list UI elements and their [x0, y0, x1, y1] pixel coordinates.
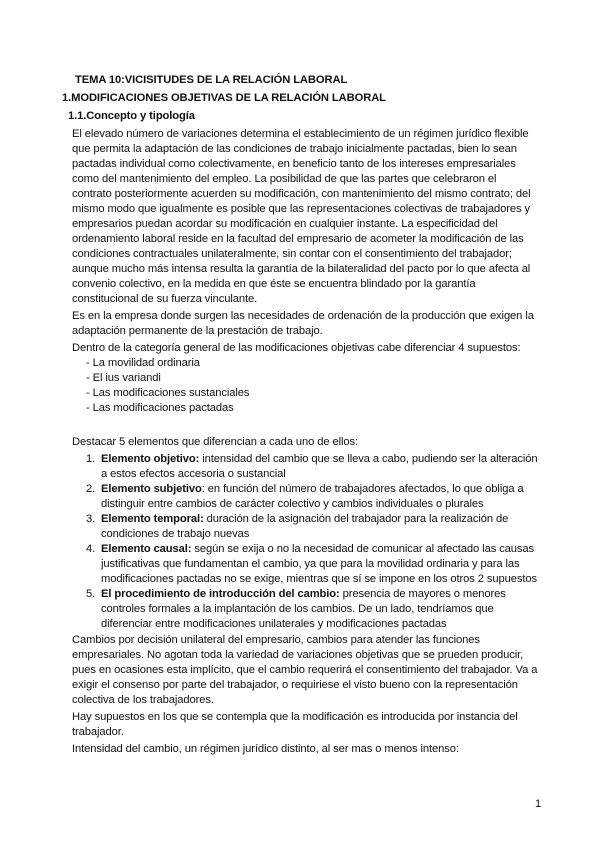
list-text: duración de la asignación del trabajador para la realización de	[203, 513, 509, 525]
paragraph-3: Dentro de la categoría general de las modificaciones objetivas cabe diferenciar 4 supuestos:	[72, 342, 521, 354]
list-text: intensidad del cambio que se lleva a cabo, pudiendo ser la alteración	[199, 453, 538, 465]
text-line: condiciones contractuales unilateralmente, sin contar con el consentimiento del trabajador;	[72, 248, 512, 260]
text-line	[101, 452, 537, 466]
paragraph-4: Destacar 5 elementos que diferencian a cada uno de ellos:	[72, 436, 358, 448]
list-term: El procedimiento de introducción del cambio:	[101, 588, 340, 600]
list-number: 4.	[86, 543, 96, 555]
text-line: modificaciones pactadas no se exige, mientras que sí se impone en los otros 2 supuestos	[101, 573, 537, 585]
list-number: 3.	[86, 513, 96, 525]
text-line: convenio colectivo, en la medida en que éste se encuentra blindado por la garantía	[72, 278, 476, 290]
text-line: controles formales a la implantación de los cambios. De un lado, tendríamos que	[101, 603, 494, 615]
list-number: 1.	[86, 453, 96, 465]
text-line: Hay supuestos en los que se contempla que la modificación es introducida por instancia del	[72, 711, 518, 723]
subsection-heading: 1.1.Concepto y tipología	[68, 110, 195, 122]
list-item: - La movilidad ordinaria	[86, 357, 200, 369]
list-text: según se exija o no la necesidad de comunicar al afectado las causas	[191, 543, 535, 555]
list-text: : en función del número de trabajadores afectados, lo que obliga a	[201, 483, 524, 495]
text-line: empresariales. No agotan toda la variedad de variaciones objetivas que se prueden producir,	[72, 649, 524, 661]
text-line: adaptación permanente de la prestación de trabajo.	[72, 325, 323, 337]
list-item: - Las modificaciones sustanciales	[86, 387, 250, 399]
text-line: El elevado número de variaciones determina el establecimiento de un régimen jurídico flexible	[72, 128, 529, 140]
text-line	[101, 542, 534, 556]
paragraph-7: Intensidad del cambio, un régimen jurídico distinto, al ser mas o menos intenso:	[72, 743, 459, 755]
text-line: justificativas que fundamentan el cambio, ya que para la movilidad ordinaria y para las	[101, 558, 520, 570]
text-line: que permita la adaptación de las condiciones de trabajo inicialmente pactadas, bien lo sean	[72, 143, 517, 155]
section-heading: 1.MODIFICACIONES OBJETIVAS DE LA RELACIÓN LABORAL	[62, 92, 386, 104]
text-line: exigir el consenso por parte del trabajador, o requiriese el visto bueno con la representación	[72, 679, 518, 691]
text-line: diferenciar entre modificaciones unilaterales y modificaciones pactadas	[101, 618, 447, 630]
text-line: contrato posteriormente acuerden su modificación, con mantenimiento del mismo contrato; del	[72, 188, 531, 200]
list-item: - El ius variandi	[86, 372, 161, 384]
text-line: a estos efectos accesoria o sustancial	[101, 468, 286, 480]
text-line: constitucional de su fuerza vinculante.	[72, 293, 258, 305]
text-line: aunque mucho más intensa resulta la garantía de la bilateralidad del pacto por lo que afecta al	[72, 263, 531, 275]
text-line: como del mantenimiento del empleo. La posibilidad de que las partes que celebraron el	[72, 173, 497, 185]
text-line: Cambios por decisión unilateral del empresario, cambios para atender las funciones	[72, 634, 480, 646]
text-line: colectiva de los trabajadores.	[72, 694, 214, 706]
text-line: ordenamiento laboral reside en la facultad del empresario de acometer la modificación de las	[72, 233, 524, 245]
list-item: - Las modificaciones pactadas	[86, 402, 234, 414]
text-line: mismo modo que igualmente es posible que las representaciones colectivas de trabajadores y	[72, 203, 531, 215]
list-term: Elemento causal:	[101, 543, 192, 555]
list-text: presencia de mayores o menores	[339, 588, 506, 600]
text-line: distinguir entre cambios de carácter colectivo y cambios individuales o plurales	[101, 498, 484, 510]
list-term: Elemento temporal:	[101, 513, 204, 525]
document-title: TEMA 10:VICISITUDES DE LA RELACIÓN LABORAL	[75, 74, 348, 86]
text-line: pactadas individual como colectivamente, en beneficio tanto de los intereses empresariales	[72, 158, 516, 170]
text-line: empresarios puedan acordar su modificación en cualquier instante. La especificidad del	[72, 218, 498, 230]
page-number: 1	[535, 798, 542, 810]
list-number: 2.	[86, 483, 96, 495]
text-line: trabajador.	[72, 726, 124, 738]
text-line	[101, 482, 524, 496]
list-number: 5.	[86, 588, 96, 600]
text-line: condiciones de trabajo nuevas	[101, 528, 250, 540]
text-line	[101, 587, 506, 601]
text-line: pues en ocasiones esta implícito, que el cambio requerirá el consentimiento del trabajador. Va a	[72, 664, 538, 676]
text-line	[101, 512, 508, 526]
list-term: Elemento subjetivo	[101, 483, 202, 495]
text-line: Es en la empresa donde surgen las necesidades de ordenación de la producción que exigen la	[72, 310, 534, 322]
list-term: Elemento objetivo:	[101, 453, 200, 465]
